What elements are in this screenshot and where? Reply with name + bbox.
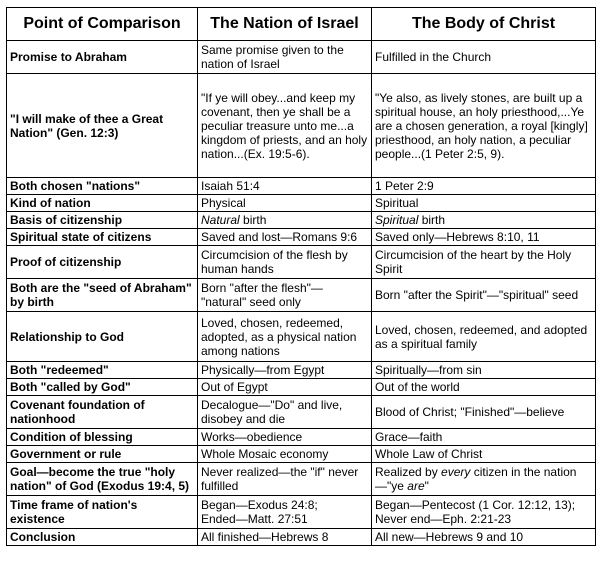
table-row bbox=[7, 529, 596, 546]
header-point-of-comparison: Point of Comparison bbox=[7, 8, 198, 41]
row-label: Both chosen "nations" bbox=[7, 178, 198, 195]
row-label: Condition of blessing bbox=[7, 429, 198, 446]
table-row bbox=[7, 429, 596, 446]
christ-cell-text: " bbox=[424, 479, 429, 493]
table-row bbox=[7, 279, 596, 312]
comparison-table bbox=[6, 7, 596, 546]
header-nation-of-israel: The Nation of Israel bbox=[198, 8, 372, 41]
table-row bbox=[7, 362, 596, 379]
row-label: Promise to Abraham bbox=[7, 41, 198, 74]
table-row bbox=[7, 379, 596, 396]
emphasis-are: are bbox=[407, 479, 425, 493]
christ-cell-text: Realized by bbox=[375, 465, 442, 479]
row-label: Spiritual state of citizens bbox=[7, 229, 198, 246]
christ-cell: Saved only—Hebrews 8:10, 11 bbox=[372, 229, 596, 246]
table-row bbox=[7, 396, 596, 429]
israel-cell-line: Ended—Matt. 27:51 bbox=[201, 512, 308, 526]
table-row bbox=[7, 496, 596, 529]
christ-cell: All new—Hebrews 9 and 10 bbox=[372, 529, 596, 546]
christ-cell-text: citizen in the nation—"ye bbox=[375, 465, 577, 493]
christ-cell: Blood of Christ; "Finished"—believe bbox=[372, 396, 596, 429]
christ-cell-text: birth bbox=[418, 213, 446, 227]
christ-cell: Spiritually—from sin bbox=[372, 362, 596, 379]
israel-cell: Out of Egypt bbox=[198, 379, 372, 396]
israel-cell: All finished—Hebrews 8 bbox=[198, 529, 372, 546]
israel-cell: Whole Mosaic economy bbox=[198, 446, 372, 463]
header-body-of-christ: The Body of Christ bbox=[372, 8, 596, 41]
israel-cell: Loved, chosen, redeemed, adopted, as a physical nation among nations bbox=[198, 312, 372, 362]
row-label: Conclusion bbox=[7, 529, 198, 546]
row-label: Kind of nation bbox=[7, 195, 198, 212]
israel-cell: Isaiah 51:4 bbox=[198, 178, 372, 195]
christ-cell: Grace—faith bbox=[372, 429, 596, 446]
row-label: Relationship to God bbox=[7, 312, 198, 362]
christ-cell bbox=[372, 212, 596, 229]
israel-cell-line: Began—Exodus 24:8; bbox=[201, 498, 318, 512]
israel-cell: Never realized—the "if" never fulfilled bbox=[198, 463, 372, 496]
table-row bbox=[7, 246, 596, 279]
israel-cell bbox=[198, 496, 372, 529]
christ-cell: Whole Law of Christ bbox=[372, 446, 596, 463]
row-label: Both "redeemed" bbox=[7, 362, 198, 379]
row-label: Both "called by God" bbox=[7, 379, 198, 396]
emphasis-spiritual: Spiritual bbox=[375, 213, 419, 227]
israel-cell: Works—obedience bbox=[198, 429, 372, 446]
table-row bbox=[7, 41, 596, 74]
header-row bbox=[7, 8, 596, 41]
christ-cell: Out of the world bbox=[372, 379, 596, 396]
table-row bbox=[7, 463, 596, 496]
emphasis-natural: Natural bbox=[201, 213, 240, 227]
emphasis-every: every bbox=[441, 465, 471, 479]
table-row bbox=[7, 312, 596, 362]
christ-cell bbox=[372, 496, 596, 529]
christ-cell: Spiritual bbox=[372, 195, 596, 212]
christ-cell: "Ye also, as lively stones, are built up a spiritual house, an holy priesthood,...Ye are a chosen generation, a royal [kingly] priesthood, an holy nation, a peculiar people...(1 Peter 2:5, 9). bbox=[372, 74, 596, 178]
row-label: Government or rule bbox=[7, 446, 198, 463]
christ-cell: Born "after the Spirit"—"spiritual" seed bbox=[372, 279, 596, 312]
table-row bbox=[7, 195, 596, 212]
table-row bbox=[7, 212, 596, 229]
row-label: Time frame of nation's existence bbox=[7, 496, 198, 529]
row-label: Both are the "seed of Abraham" by birth bbox=[7, 279, 198, 312]
row-label: "I will make of thee a Great Nation" (Gen. 12:3) bbox=[7, 74, 198, 178]
christ-cell-line: Began—Pentecost (1 Cor. 12:12, 13); bbox=[375, 498, 576, 512]
christ-cell: Circumcision of the heart by the Holy Spirit bbox=[372, 246, 596, 279]
israel-cell-text: birth bbox=[239, 213, 267, 227]
israel-cell: Born "after the flesh"— "natural" seed only bbox=[198, 279, 372, 312]
christ-cell bbox=[372, 463, 596, 496]
table-row bbox=[7, 229, 596, 246]
israel-cell: "If ye will obey...and keep my covenant, then ye shall be a peculiar treasure unto me...a kingdom of priests, and an holy nation...(Ex. 19:5-6). bbox=[198, 74, 372, 178]
israel-cell: Physical bbox=[198, 195, 372, 212]
row-label: Basis of citizenship bbox=[7, 212, 198, 229]
israel-cell: Same promise given to the nation of Israel bbox=[198, 41, 372, 74]
christ-cell-line: Never end—Eph. 2:21-23 bbox=[375, 512, 512, 526]
christ-cell: Fulfilled in the Church bbox=[372, 41, 596, 74]
row-label: Covenant foundation of nationhood bbox=[7, 396, 198, 429]
row-label: Goal—become the true "holy nation" of God (Exodus 19:4, 5) bbox=[7, 463, 198, 496]
christ-cell: Loved, chosen, redeemed, and adopted as a spiritual family bbox=[372, 312, 596, 362]
israel-cell: Circumcision of the flesh by human hands bbox=[198, 246, 372, 279]
row-label: Proof of citizenship bbox=[7, 246, 198, 279]
table-row bbox=[7, 74, 596, 178]
israel-cell: Saved and lost—Romans 9:6 bbox=[198, 229, 372, 246]
table-row bbox=[7, 446, 596, 463]
israel-cell: Decalogue—"Do" and live, disobey and die bbox=[198, 396, 372, 429]
christ-cell: 1 Peter 2:9 bbox=[372, 178, 596, 195]
table-row bbox=[7, 178, 596, 195]
israel-cell: Physically—from Egypt bbox=[198, 362, 372, 379]
israel-cell bbox=[198, 212, 372, 229]
